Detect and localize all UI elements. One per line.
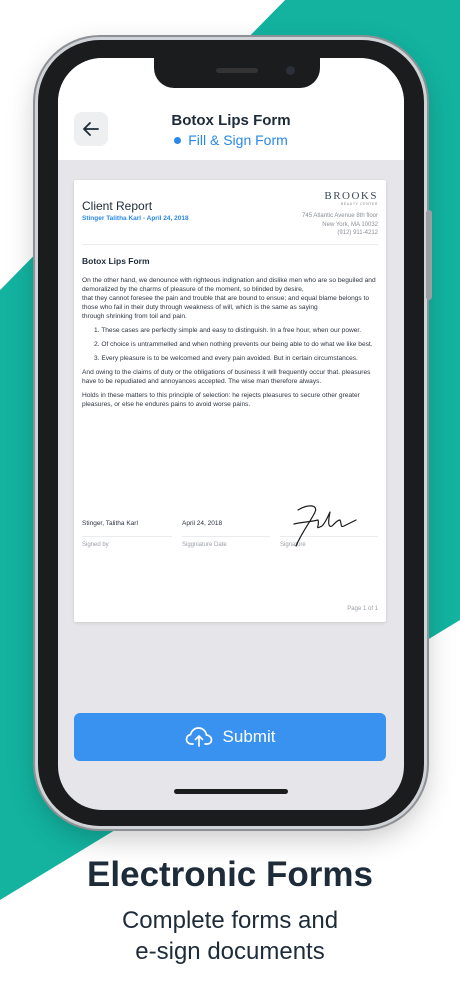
address-line: (912) 911-4212 <box>337 230 378 236</box>
paragraph: On the other hand, we denounce with righteous indignation and dislike men who are so beguiled and demoralized by the charms of pleasure of the moment, so blinded by desire, that they cannot foresee the pain and trouble that are bound to ensue; and equal blame belongs to those who fail in their duty through weakness of will, which is the same as saying through shrinking from toil and pain. <box>82 277 376 320</box>
address-line: New York, MA 10032 <box>322 221 378 228</box>
speaker-grille <box>216 68 258 73</box>
signed-by-field <box>82 520 172 556</box>
document-body <box>82 276 378 414</box>
field-line <box>182 536 270 537</box>
promo-tagline-line: e-sign documents <box>135 938 325 965</box>
page-subtitle <box>58 132 404 148</box>
status-dot-icon <box>174 137 181 144</box>
phone-frame <box>38 40 424 826</box>
page-subtitle-text: Fill & Sign Form <box>188 132 288 148</box>
phone-notch <box>154 58 320 88</box>
front-camera <box>286 66 295 75</box>
list-item: 1. These cases are perfectly simple and easy to distinguish. In a free hour, when our power. <box>94 327 362 334</box>
signature-date-value: April 24, 2018 <box>182 520 223 527</box>
list-item: 2. Of choice is untrammelled and when nothing prevents our being able to do what we like best. <box>94 341 373 348</box>
promo-tagline-line: Complete forms and <box>121 907 339 934</box>
divider <box>82 244 378 245</box>
phone-screen <box>58 58 404 810</box>
promo-headline: Electronic Forms <box>87 855 373 894</box>
cloud-upload-icon <box>185 726 213 748</box>
brand-logo-subtitle: BEAUTY CENTER <box>340 202 378 206</box>
submit-label: Submit <box>222 727 276 746</box>
signature-row <box>82 520 378 560</box>
document-title: Client Report <box>82 199 153 213</box>
handwritten-signature <box>284 502 364 550</box>
home-indicator[interactable] <box>174 789 288 794</box>
page-title: Botox Lips Form <box>171 112 291 129</box>
signature-label: Signature <box>280 542 306 548</box>
promo-tagline <box>0 905 460 967</box>
company-address <box>302 212 378 238</box>
signature-date-label: Siggniature Date <box>182 542 227 548</box>
brand-logo: BROOKS <box>324 190 378 202</box>
form-heading: Botox Lips Form <box>82 256 150 266</box>
signed-by-label: Signed by <box>82 542 109 548</box>
signature-field[interactable] <box>280 520 378 556</box>
phone-side-button <box>426 210 432 300</box>
document-preview[interactable] <box>74 180 386 622</box>
signed-by-value: Stinger, Talitha Karl <box>82 520 138 527</box>
signature-date-field <box>182 520 270 556</box>
paragraph: Holds in these matters to this principle of selection: he rejects pleasures to secure other greater pleasures, or else he endures pains to avoid worse pains. <box>82 392 360 408</box>
document-meta: Stinger Talitha Karl - April 24, 2018 <box>82 215 189 222</box>
submit-button[interactable] <box>74 713 386 761</box>
list-item: 3. Every pleasure is to be welcomed and every pain avoided. But in certain circumstances. <box>94 355 358 362</box>
paragraph: And owing to the claims of duty or the obligations of business it will frequently occur that. pleasures have to be repudiated and annoyances accepted. The wise man therefore always. <box>82 369 371 385</box>
address-line: 745 Atlantic Avenue 8th floor <box>302 213 378 219</box>
field-line <box>82 536 172 537</box>
page-number: Page 1 of 1 <box>347 606 378 612</box>
